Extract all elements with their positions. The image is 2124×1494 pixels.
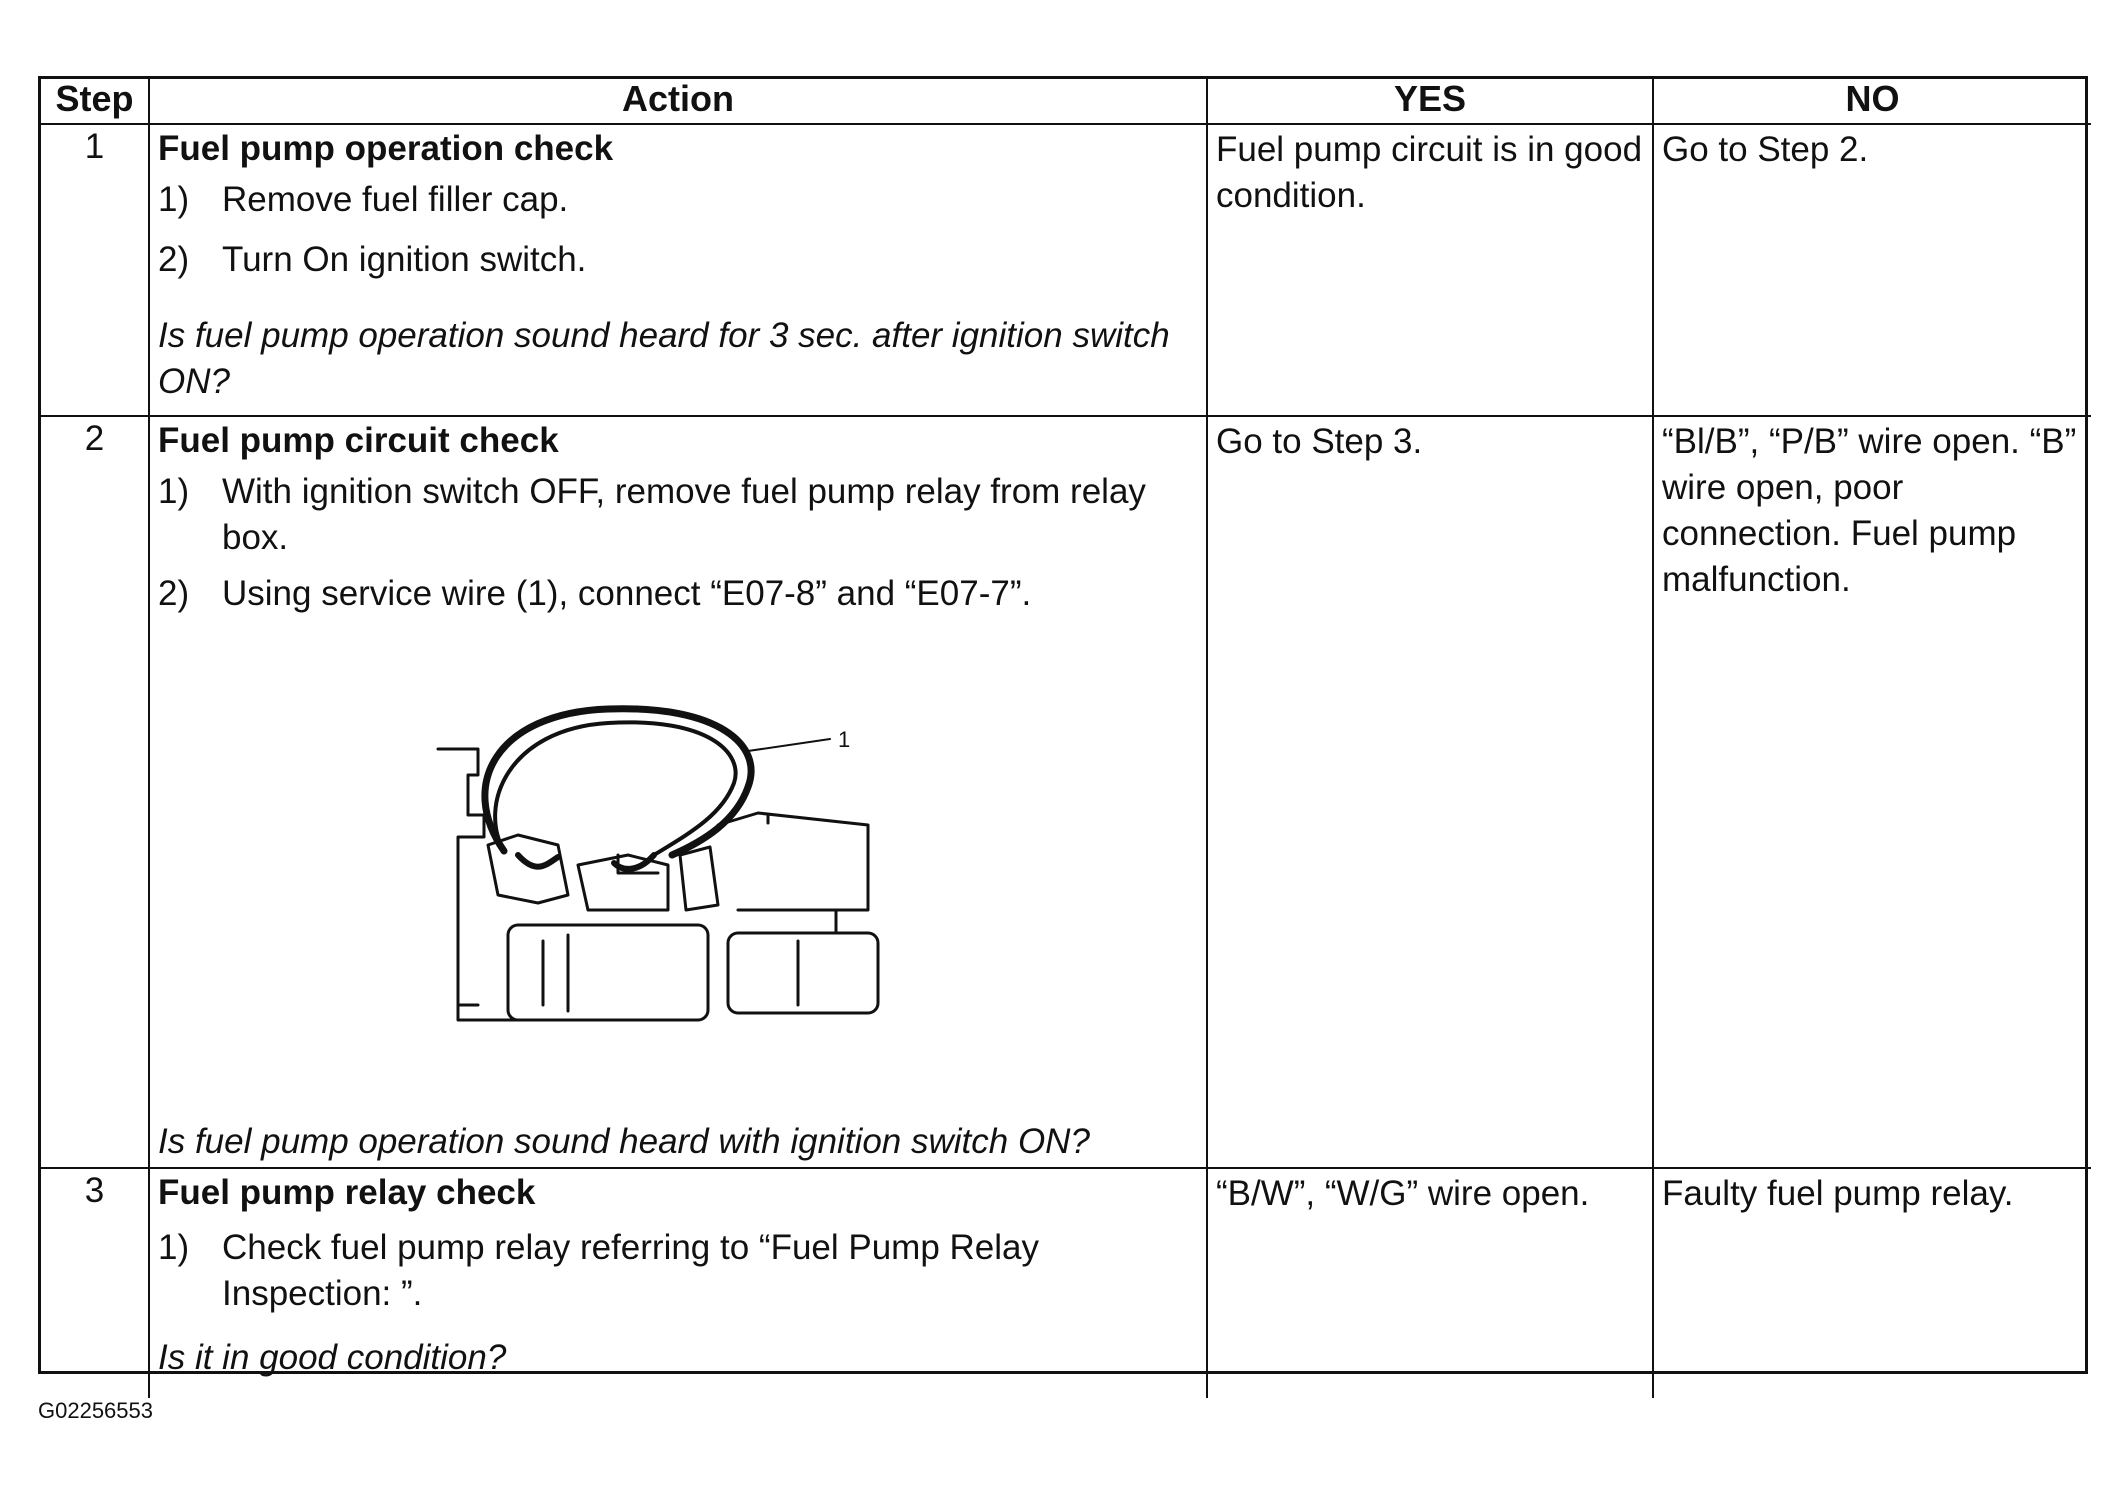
step-cell — [41, 416, 149, 1168]
step-number: 2 — [84, 419, 105, 458]
header-yes: YES — [1207, 79, 1653, 124]
step-cell — [41, 124, 149, 416]
action-title: Fuel pump operation check — [158, 129, 614, 168]
action-step-number: 2) — [158, 240, 190, 279]
action-title: Fuel pump circuit check — [158, 421, 559, 460]
yes-cell — [1207, 124, 1653, 416]
no-result: “Bl/B”, “P/B” wire open. “B” wire open, poor connection. Fuel pump malfunction. — [1662, 422, 2077, 599]
table-row — [41, 416, 2091, 1168]
yes-result: Fuel pump circuit is in good condition. — [1216, 130, 1643, 215]
yes-result: Go to Step 3. — [1216, 422, 1423, 461]
action-step-text: Using service wire (1), connect “E07-8” and “E07-7”. — [222, 574, 1032, 613]
no-result: Faulty fuel pump relay. — [1662, 1174, 2014, 1213]
action-question: Is fuel pump operation sound heard for 3 sec. after ignition switch ON? — [158, 316, 1170, 401]
no-cell — [1653, 124, 2091, 416]
diagnostic-table — [41, 79, 2091, 1398]
action-step — [158, 469, 1198, 561]
action-question: Is it in good condition? — [158, 1338, 507, 1377]
action-cell — [149, 1168, 1207, 1398]
step-number: 3 — [84, 1171, 105, 1210]
action-title: Fuel pump relay check — [158, 1173, 536, 1212]
yes-result: “B/W”, “W/G” wire open. — [1216, 1174, 1590, 1213]
action-cell — [149, 416, 1207, 1168]
figure-code: G02256553 — [38, 1398, 153, 1423]
table-row — [41, 124, 2091, 416]
action-step-text: Check fuel pump relay referring to “Fuel Pump Relay Inspection: ”. — [222, 1228, 1040, 1313]
action-step-number: 2) — [158, 574, 190, 613]
action-step — [158, 237, 1198, 283]
no-cell — [1653, 416, 2091, 1168]
action-question: Is fuel pump operation sound heard with ignition switch ON? — [158, 1122, 1090, 1161]
action-step-number: 1) — [158, 472, 190, 511]
action-step-text: Remove fuel filler cap. — [222, 180, 569, 219]
action-step — [158, 177, 1198, 223]
header-action: Action — [149, 79, 1207, 124]
relay-box-illustration — [158, 705, 1198, 1045]
diagnostic-table-frame — [38, 76, 2088, 1377]
step-cell — [41, 1168, 149, 1398]
action-step-number: 1) — [158, 180, 190, 219]
action-step-number: 1) — [158, 1228, 190, 1267]
no-result: Go to Step 2. — [1662, 130, 1869, 169]
header-step: Step — [41, 79, 149, 124]
action-step — [158, 1225, 1198, 1317]
action-cell — [149, 124, 1207, 416]
no-cell — [1653, 1168, 2091, 1398]
yes-cell — [1207, 416, 1653, 1168]
action-step-text: Turn On ignition switch. — [222, 240, 587, 279]
relay-service-wire-diagram — [418, 705, 938, 1045]
table-header-row — [41, 79, 2091, 124]
header-no: NO — [1653, 79, 2091, 124]
wire-callout-label: 1 — [838, 727, 851, 752]
yes-cell — [1207, 1168, 1653, 1398]
table-row — [41, 1168, 2091, 1398]
action-step — [158, 571, 1198, 617]
action-step-text: With ignition switch OFF, remove fuel pump relay from relay box. — [222, 472, 1146, 557]
step-number: 1 — [84, 127, 105, 166]
